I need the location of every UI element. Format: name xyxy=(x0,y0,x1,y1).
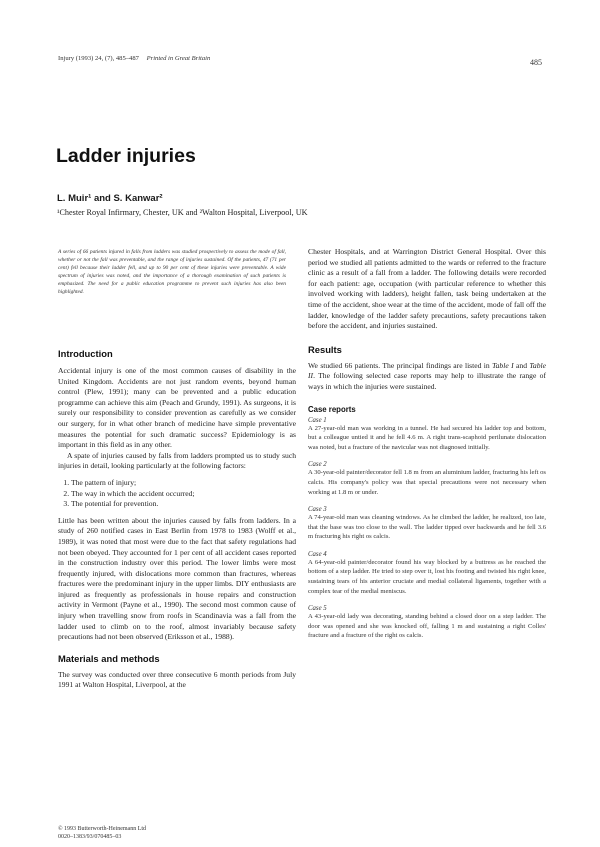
results-paragraph xyxy=(308,361,546,393)
introduction-heading: Introduction xyxy=(58,348,113,359)
list-item: 1. The pattern of injury; xyxy=(71,478,296,489)
introduction-paragraph-1: Accidental injury is one of the most common causes of disability in the United Kingdom. Accidents are not just random events, beyond human control (Plew, 1991); many can be prevented and a public education programme can achieve this aim (Peach and Grundy, 1991). As surgeons, it is surely our responsibility to consider prevention as carefully as we consider our surgery, for in what other branch of medicine have simple preventative measures the potential for such dramatic success? Epidemiology is as important in this field as in any other. xyxy=(58,366,296,450)
case-text: A 43-year-old lady was decorating, standing behind a closed door on a step ladder. The door was opened and she was knocked off, falling 1 m and sustaining a right Colles' fracture and a fracture of the right os calcis. xyxy=(308,613,546,640)
issn-code: 0020–1383/93/070485–03 xyxy=(58,834,122,840)
copyright-block xyxy=(58,825,146,841)
case-report xyxy=(308,417,546,453)
table-1-reference: Table I xyxy=(492,360,514,370)
case-text: A 30-year-old painter/decorator fell 1.8 m from an aluminium ladder, fracturing his left os calcis. His company's policy was that special precautions were not necessary when working at 1.8 m or under. xyxy=(308,469,546,496)
journal-citation xyxy=(58,55,210,62)
list-item: 2. The way in which the accident occurred; xyxy=(71,489,296,500)
methods-heading: Materials and methods xyxy=(58,652,160,664)
introduction-paragraph-2: A spate of injuries caused by falls from ladders prompted us to study such injuries in detail, looking particularly at the following factors: xyxy=(58,450,296,471)
left-column xyxy=(58,348,296,691)
printed-in-text: Printed in Great Britain xyxy=(146,55,211,62)
case-text: A 27-year-old man was working in a tunnel. He had secured his ladder top and bottom, but a colleague untied it and he fell 4.6 m. A right trans-scaphoid perilunate dislocation was noted, but a fracture of the navicular was not diagnosed initially. xyxy=(308,424,546,451)
case-label: Case 2 xyxy=(308,461,327,469)
article-title: Ladder injuries xyxy=(56,145,196,167)
case-report xyxy=(308,506,546,542)
results-text-before: We studied 66 patients. The principal findings are listed in xyxy=(308,360,493,370)
results-heading: Results xyxy=(308,343,342,355)
methods-paragraph-start: The survey was conducted over three consecutive 6 month periods from July 1991 at Walton Hospital, Liverpool, at the xyxy=(58,669,296,690)
abstract: A series of 66 patients injured in falls from ladders was studied prospectively to assess the mode of fall, whether or not the fall was preventable, and the range of injuries sustained. Of the patients, 47 (71 per cent) fell because their ladder fell, and up to 90 per cent of these injuries were preventable. A wide spectrum of injuries was noted, and the importance of a thorough examination of such patients is emphasized. The need for a public education programme to prevent such injuries has also been highlighted. xyxy=(58,249,286,295)
page-number: 485 xyxy=(530,58,542,67)
results-text-after: . The following selected case reports may help to illustrate the range of ways in which the injuries were sustained. xyxy=(308,371,546,391)
citation-text: Injury (1993) 24, (7), 485–487 xyxy=(58,55,139,62)
case-label: Case 5 xyxy=(308,605,327,613)
introduction-paragraph-3: Little has been written about the injuries caused by falls from ladders. In a study of 260 notified cases in East Berlin from 1978 to 1983 (Wolff et al., 1989), it was noted that most were due to the fact that safety regulations had not been obeyed. They accounted for 1 per cent of all accident cases reported in the construction industry over this period. The lower limbs were most frequently injured, with dislocations more common than fractures, whereas fractures were the predominant injury in the upper limbs. DIY enthusiasts are injured as frequently as professionals in house repairs and construction activity in Vermont (Payne et al., 1990). The second most common cause of injury when travelling snow from roofs in Scandinavia was a fall from the ladder used to climb on to the roof, almost invariably because safety precautions had not been observed (Eriksson et al., 1988). xyxy=(58,515,296,642)
case-label: Case 3 xyxy=(308,506,327,514)
copyright-text: © 1993 Butterworth-Heinemann Ltd xyxy=(58,826,147,832)
methods-paragraph-continued: Chester Hospitals, and at Warrington District General Hospital. Over this period we studied all patients admitted to the wards or referred to the fracture clinic as a result of a fall from a ladder. The following details were recorded for each patient: age, occupation (with particular reference to whether this involved working with ladders), height fallen, task being undertaken at the time of the accident, shoe wear at the time of the accident, mode of fall off the ladder, knowledge of the ladder safety precautions, safety precautions taken before the accident, and injuries sustained. xyxy=(308,247,546,331)
case-label: Case 1 xyxy=(308,416,327,424)
factors-list xyxy=(58,478,296,510)
table-2-reference: Table II xyxy=(308,360,547,381)
author-affiliations: ¹Chester Royal Infirmary, Chester, UK and ²Walton Hospital, Liverpool, UK xyxy=(57,208,308,217)
results-and: and xyxy=(513,360,530,370)
case-report xyxy=(308,461,546,497)
article-authors: L. Muir¹ and S. Kanwar² xyxy=(57,193,163,204)
right-column xyxy=(308,247,546,641)
case-label: Case 4 xyxy=(308,550,327,558)
case-text: A 64-year-old painter/decorator found his way blocked by a buttress as he reached the bottom of a step ladder. He tried to step over it, lost his footing and twisted his right knee, sustaining tears of his anterior cruciate and medial collateral ligaments, together with a complex tear of the medial meniscus. xyxy=(308,558,546,595)
case-report xyxy=(308,605,546,641)
list-item: 3. The potential for prevention. xyxy=(71,499,296,510)
case-reports-heading: Case reports xyxy=(308,404,356,414)
case-text: A 74-year-old man was cleaning windows. As he climbed the ladder, he realized, too late, that the base was too close to the wall. The ladder tipped over backwards and he fell 3.6 m fracturing his right os calcis. xyxy=(308,514,546,541)
case-report xyxy=(308,551,546,596)
